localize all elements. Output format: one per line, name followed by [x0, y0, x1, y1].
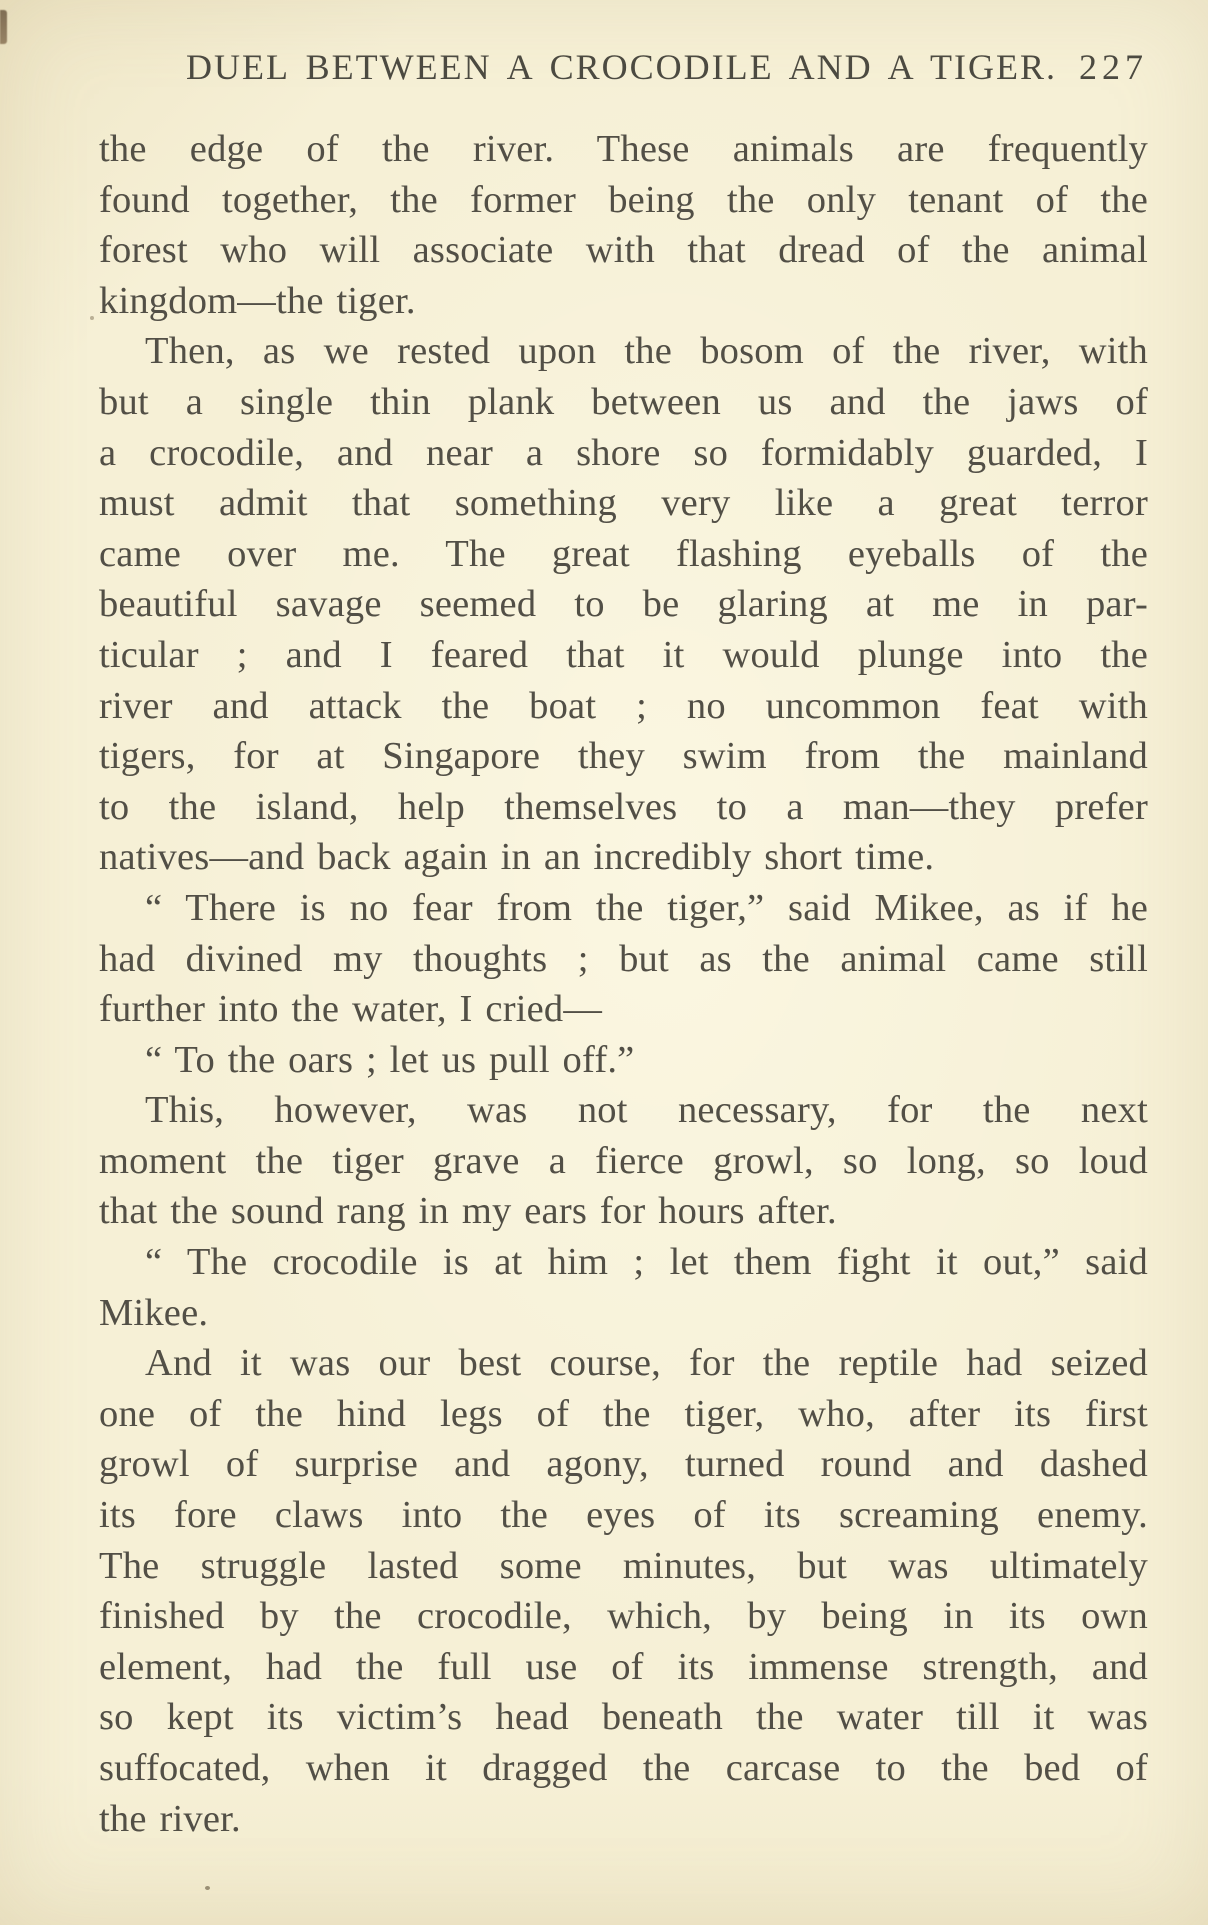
text-line: the edge of the river. These animals are frequently [99, 128, 1148, 170]
text-line: river and attack the boat ; no uncommon feat with [99, 684, 1148, 727]
text-line: a crocodile, and near a shore so formidably guarded, I [99, 431, 1148, 474]
text-line: element, had the full use of its immense strength, and [99, 1645, 1148, 1688]
text-line: “ There is no fear from the tiger,” said Mikee, as if he [145, 886, 1148, 929]
text-line: The struggle lasted some minutes, but was ultimately [99, 1544, 1148, 1587]
scan-edge-mark [0, 10, 7, 44]
text-line: one of the hind legs of the tiger, who, after its first [99, 1392, 1148, 1435]
text-line: moment the tiger grave a fierce growl, so long, so loud [99, 1139, 1148, 1182]
text-line: to the island, help themselves to a man—they prefer [99, 785, 1148, 828]
text-line: further into the water, I cried— [99, 988, 603, 1031]
text-line: suffocated, when it dragged the carcase to the bed of [99, 1747, 1148, 1789]
text-line: Then, as we rested upon the bosom of the river, with [145, 330, 1148, 373]
text-line: This, however, was not necessary, for the next [145, 1089, 1148, 1132]
text-line: but a single thin plank between us and the jaws of [99, 380, 1148, 423]
text-line: finished by the crocodile, which, by being in its own [99, 1595, 1148, 1638]
page-number: 227 [1079, 47, 1148, 87]
text-line: that the sound rang in my ears for hours after. [99, 1190, 837, 1233]
text-line: Mikee. [99, 1291, 209, 1334]
text-line: found together, the former being the only tenant of the [99, 178, 1148, 221]
text-line: “ To the oars ; let us pull off.” [145, 1038, 635, 1081]
text-line: came over me. The great flashing eyeballs of the [99, 532, 1148, 575]
text-line: had divined my thoughts ; but as the animal came still [99, 937, 1148, 980]
text-line: beautiful savage seemed to be glaring at me in par- [99, 583, 1148, 626]
page-body-text [99, 124, 1148, 1844]
text-line: And it was our best course, for the reptile had seized [145, 1342, 1148, 1385]
text-line: its fore claws into the eyes of its screaming enemy. [99, 1494, 1148, 1537]
text-line: natives—and back again in an incredibly short time. [99, 836, 935, 879]
text-line: forest who will associate with that dread of the animal [99, 229, 1148, 272]
running-header-title: DUEL BETWEEN A CROCODILE AND A TIGER. [186, 47, 1057, 87]
text-line: so kept its victim’s head beneath the water till it was [99, 1696, 1148, 1739]
running-header [99, 46, 1148, 88]
text-line: ticular ; and I feared that it would plunge into the [99, 633, 1148, 676]
text-line: tigers, for at Singapore they swim from the mainland [99, 735, 1148, 778]
text-line: “ The crocodile is at him ; let them fight it out,” said [145, 1241, 1148, 1284]
print-speck [90, 316, 94, 320]
text-line: must admit that something very like a great terror [99, 482, 1148, 525]
text-line: the river. [99, 1797, 241, 1840]
text-line: kingdom—the tiger. [99, 279, 416, 322]
print-speck [205, 1886, 210, 1890]
text-line: growl of surprise and agony, turned round and dashed [99, 1443, 1148, 1486]
